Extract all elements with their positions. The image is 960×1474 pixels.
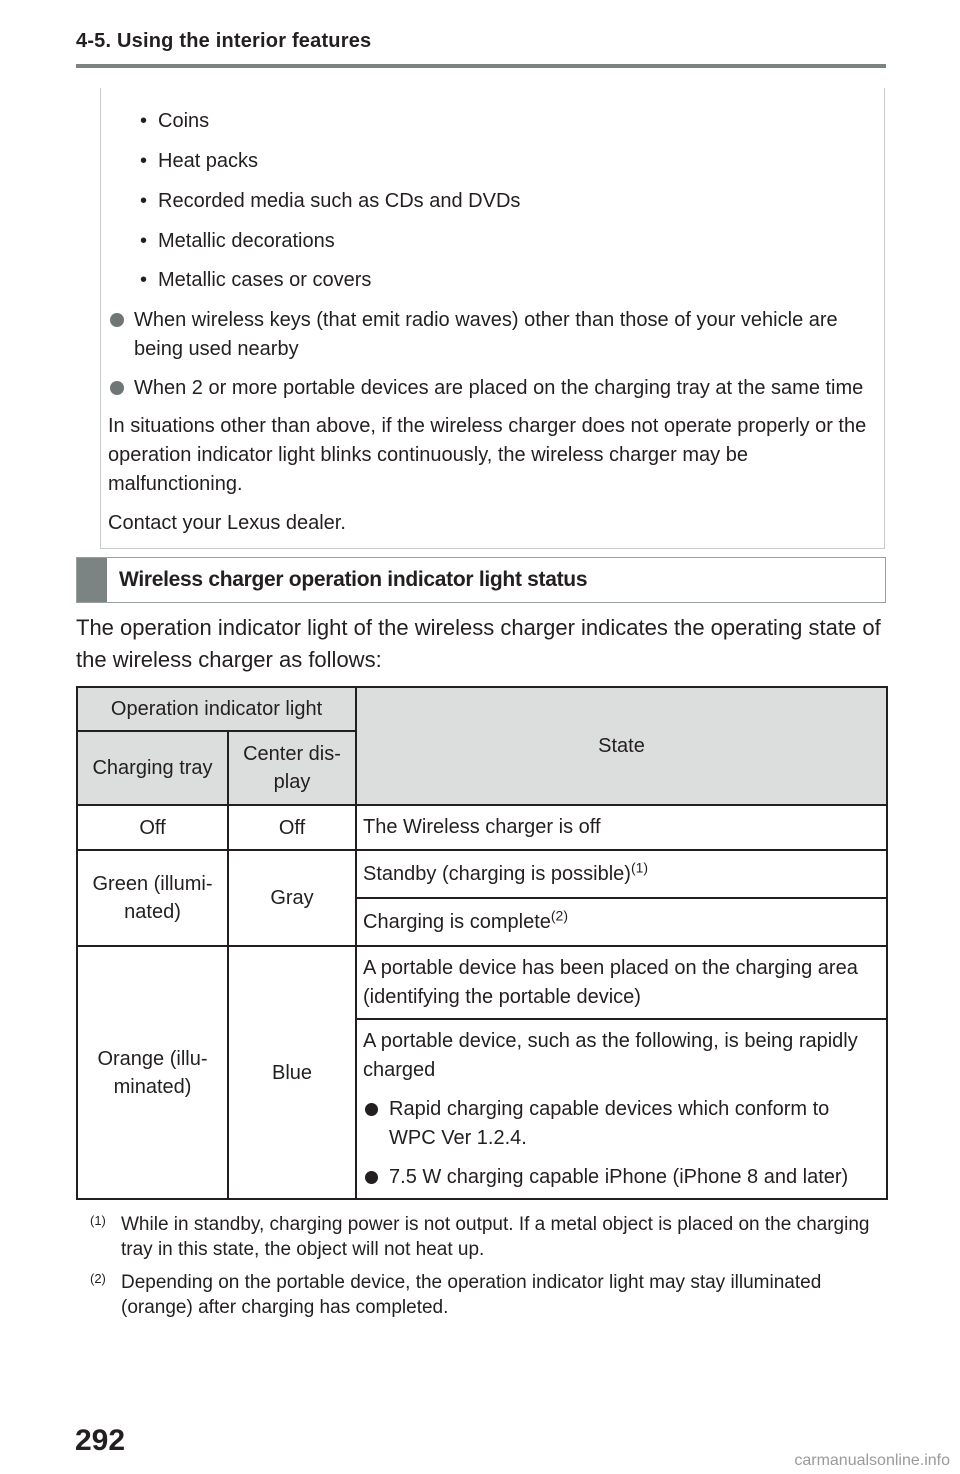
note-box: • Coins • Heat packs • Recorded media such as CDs and DVDs • Metallic decorations • Metallic cases or covers When wireless keys (that emit radio waves) other than those of your vehicle are being used nearby When 2 or more portable devices are placed on the charging tray at the same time In situations other than above, if the wireless charger does not operate properly or the operation indicator light blinks continuously, the wireless charger may be malfunctioning. Contact your Lexus dealer. <box>100 88 885 549</box>
bullet-dot-icon: • <box>140 150 148 172</box>
circle-bullet-icon <box>365 1103 378 1116</box>
section-header: 4-5. Using the interior features <box>76 30 372 52</box>
circle-list-item: When wireless keys (that emit radio waves) other than those of your vehicle are being used nearby <box>110 306 870 364</box>
circle-bullet-icon <box>110 381 124 395</box>
table-header-state: State <box>356 687 887 805</box>
list-item: Rapid charging capable devices which conform to WPC Ver 1.2.4. <box>363 1095 880 1153</box>
section-heading <box>76 557 886 603</box>
indicator-status-table <box>76 686 888 1200</box>
table-row: A portable device, such as the following, is being rapidly charged Rapid charging capable devices which conform to WPC Ver 1.2.4. 7.5 W charging capable iPhone (iPhone 8 and later) <box>77 1019 887 1199</box>
circle-bullet-icon <box>365 1171 378 1184</box>
circle-bullet-icon <box>110 313 124 327</box>
watermark: carmanualsonline.info <box>794 1452 950 1469</box>
bullet-dot-icon: • <box>140 269 148 291</box>
table-header-charging-tray: Charging tray <box>77 731 228 805</box>
list-item: 7.5 W charging capable iPhone (iPhone 8 and later) <box>363 1163 880 1192</box>
footnote: (1) While in standby, charging power is not output. If a metal object is placed on the charging tray in this state, the object will not heat up. <box>90 1213 870 1260</box>
section-heading-title: Wireless charger operation indicator light status <box>119 568 588 591</box>
intro-paragraph: The operation indicator light of the wireless charger indicates the operating state of the wireless charger as follows: <box>76 615 881 672</box>
header-rule <box>76 64 886 68</box>
footnote: (2) Depending on the portable device, the operation indicator light may stay illuminated (orange) after charging has completed. <box>90 1271 822 1318</box>
table-row: Green (illumi-nated) Gray Standby (charging is possible)$^{(1)}$ <box>77 850 887 898</box>
bullet-dot-icon: • <box>140 190 148 212</box>
table-row: Charging is complete$^{(2)}$ <box>77 898 887 946</box>
page-number: 292 <box>75 1424 126 1457</box>
table-header-group: Operation indicator light <box>77 687 356 731</box>
bullet-dot-icon: • <box>140 230 148 252</box>
circle-list-item: When 2 or more portable devices are placed on the charging tray at the same time <box>110 374 870 403</box>
note-paragraph: In situations other than above, if the wireless charger does not operate properly or the operation indicator light blinks continuously, the wireless charger may be malfunctioning. <box>108 415 867 495</box>
table-row: Orange (illu-minated) Blue A portable device has been placed on the charging area (identifying the portable device) <box>77 946 887 1019</box>
table-row: Off Off The Wireless charger is off <box>77 805 887 850</box>
table-header-center-display: Center dis-play <box>228 731 356 805</box>
section-heading-tab <box>77 558 107 602</box>
bullet-dot-icon: • <box>140 110 148 132</box>
note-paragraph: Contact your Lexus dealer. <box>108 512 346 534</box>
